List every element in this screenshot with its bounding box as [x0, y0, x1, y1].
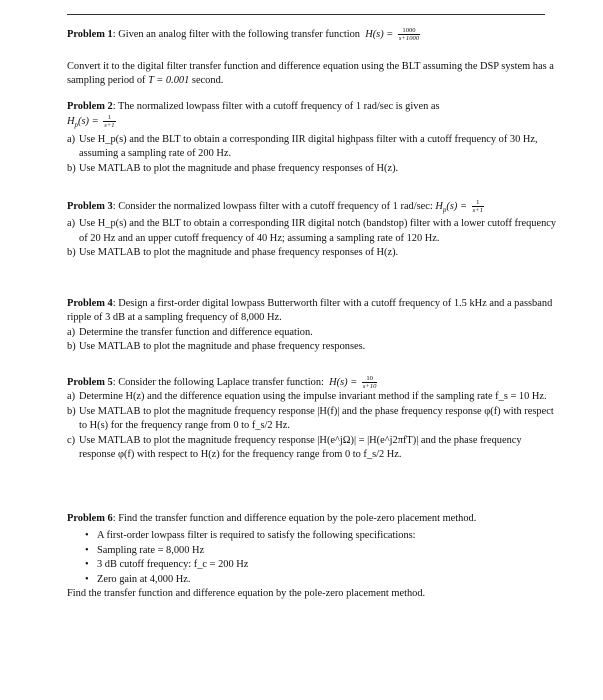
- list-item: • 3 dB cutoff frequency: f_c = 200 Hz: [85, 558, 559, 572]
- problem-1: [67, 27, 559, 42]
- problem-4: [67, 297, 559, 355]
- problem-4-part-a: a) Determine the transfer function and difference equation.: [67, 326, 313, 338]
- problem-6: [67, 512, 559, 601]
- problem-5-statement: Problem 5: Consider the following Laplace transfer function: H(s) = $\frac{10}{s+10}$: [67, 375, 377, 390]
- problem-5-part-c: c) Use MATLAB to plot the magnitude frequency response |H(e^jΩ)| = |H(e^j2πfT)| and the phase frequency response φ(f) with respect to H(z) for the frequency range from 0 to f_s/2 Hz.: [67, 434, 522, 460]
- problem-2: [67, 100, 559, 176]
- problem-2-statement: Problem 2: The normalized lowpass filter with a cutoff frequency of 1 rad/sec is given as $H_p(s)$ = $\frac{1}{s+1}$: [67, 101, 440, 130]
- problem-3-statement: Problem 3: Consider the normalized lowpass filter with a cutoff frequency of 1 rad/sec: $H_p(s)$ = $\frac{1}{s+1}$: [67, 199, 483, 214]
- list-item: • Sampling rate = 8,000 Hz: [85, 544, 559, 558]
- problem-3-part-b: b) Use MATLAB to plot the magnitude and phase frequency responses of H(z).: [67, 247, 399, 259]
- problem-6-closing: Find the transfer function and difference equation by the pole-zero placement method.: [67, 588, 426, 600]
- problem-2-heading: Problem 2: [67, 101, 113, 112]
- problem-3-part-a: a) Use H_p(s) and the BLT to obtain a corresponding IIR digital notch (bandstop) filter with a lower cutoff frequency of 20 Hz and an upper cutoff frequency of 40 Hz; assuming a sampling rate of 120 Hz.: [67, 218, 557, 244]
- problem-1-hs: H(s) =: [365, 28, 394, 40]
- top-rule: [67, 14, 545, 15]
- problem-4-heading: Problem 4: [67, 298, 113, 309]
- list-item: • A first-order lowpass filter is required to satisfy the following specifications:: [85, 529, 559, 543]
- problem-3-heading: Problem 3: [67, 200, 113, 212]
- problem-6-spec-list: [67, 529, 559, 587]
- problem-4-statement: Problem 4: Design a first-order digital lowpass Butterworth filter with a cutoff frequency of 1.5 kHz and a passband ripple of 3 dB at a sampling frequency of 8,000 Hz.: [67, 298, 553, 324]
- problem-6-statement: Problem 6: Find the transfer function and difference equation by the pole-zero placement method.: [67, 513, 477, 524]
- problem-5-part-b: b) Use MATLAB to plot the magnitude frequency response |H(f)| and the phase frequency response φ(f) with respect to H(s) for the frequency range from 0 to f_s/2 Hz.: [67, 405, 554, 432]
- problem-1-fraction: $\frac{1000}{s+1000}$: [398, 27, 420, 42]
- problem-6-heading: Problem 6: [67, 513, 113, 524]
- problem-2-part-a: a) Use H_p(s) and the BLT to obtain a corresponding IIR digital highpass filter with a cutoff frequency of 30 Hz, assuming a sampling rate of 200 Hz.: [67, 133, 538, 160]
- problem-4-part-b: b) Use MATLAB to plot the magnitude and phase frequency responses.: [67, 341, 366, 353]
- problem-2-part-b: b) Use MATLAB to plot the magnitude and phase frequency responses of H(z).: [67, 162, 399, 174]
- problem-1-heading: Problem 1: [67, 28, 113, 40]
- problem-5-heading: Problem 5: [67, 376, 113, 388]
- problem-1-statement: Problem 1: Given an analog filter with the following transfer function H(s) = $\frac{1000}{s+1000}$: [67, 27, 420, 42]
- problem-1-body: Convert it to the digital filter transfer function and difference equation using the BLT assuming the DSP system has a sampling period of T = 0.001 second.: [67, 61, 554, 87]
- problem-5: [67, 375, 559, 462]
- list-item: • Zero gain at 4,000 Hz.: [85, 573, 559, 587]
- problem-3: [67, 199, 559, 261]
- problem-5-part-a: a) Determine H(z) and the difference equation using the impulse invariant method if the sampling rate f_s = 10 Hz.: [67, 391, 547, 403]
